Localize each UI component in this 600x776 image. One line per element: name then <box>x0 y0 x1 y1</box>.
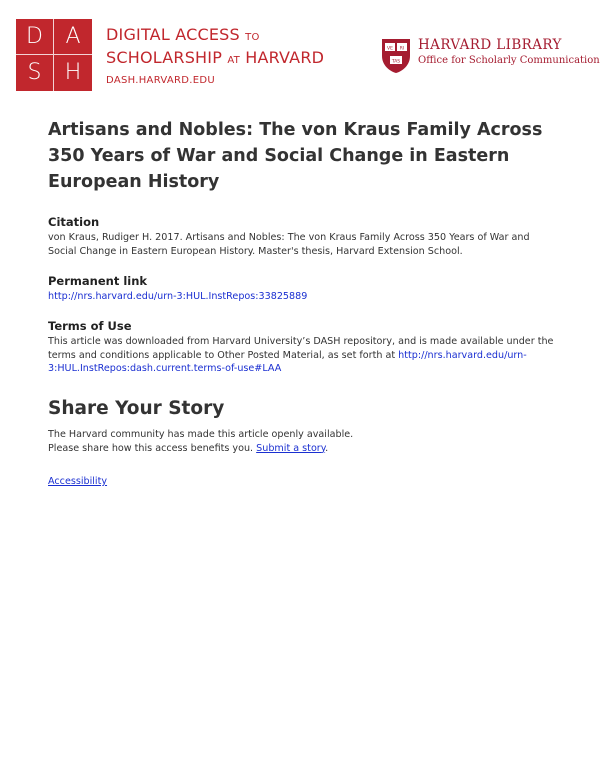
dash-line1-main: DIGITAL ACCESS <box>106 25 240 44</box>
dash-logo-letter: H <box>64 60 82 85</box>
share-body <box>48 428 548 455</box>
dash-logo-letter: A <box>54 19 92 55</box>
terms-paragraph <box>48 335 558 376</box>
accessibility-link[interactable]: Accessibility <box>48 476 108 487</box>
dash-logo-letter: S <box>16 55 54 91</box>
shield-letters-ri: RI <box>399 46 405 52</box>
share-line2-prefix: Please share how this access benefits you. <box>48 442 254 454</box>
dash-line2 <box>106 48 324 71</box>
document-title: Artisans and Nobles: The von Kraus Family Across 350 Years of War and Social Change in Eastern European History <box>48 120 543 192</box>
share-heading: Share Your Story <box>48 398 225 419</box>
share-line2 <box>48 442 548 456</box>
accessibility-container <box>48 476 107 487</box>
dash-url: DASH.HARVARD.EDU <box>106 75 216 86</box>
citation-section <box>48 215 558 258</box>
terms-url[interactable]: http://nrs.harvard.edu/urn-3:HUL.InstRepos:dash.current.terms-of-use#LAA <box>48 349 527 374</box>
share-line1: The Harvard community has made this article openly available. <box>48 429 354 440</box>
terms-section <box>48 319 558 376</box>
terms-text: This article was downloaded from Harvard University’s DASH repository, and is made available under the terms and conditions applicable to Other Posted Material, as set forth at <box>48 336 554 361</box>
dash-line1 <box>106 25 324 48</box>
citation-heading: Citation <box>48 215 100 229</box>
dash-wordmark <box>106 25 324 86</box>
harvard-library-name: HARVARD LIBRARY <box>418 37 562 53</box>
shield-letters-tas: TAS <box>391 59 401 65</box>
dash-line2-small: AT <box>227 55 240 66</box>
dash-logo-letter: D <box>16 19 54 55</box>
share-line2-suffix: . <box>325 442 329 454</box>
permanent-link-url[interactable]: http://nrs.harvard.edu/urn-3:HUL.InstRepos:33825889 <box>48 291 308 302</box>
terms-heading: Terms of Use <box>48 319 132 333</box>
citation-text: von Kraus, Rudiger H. 2017. Artisans and Nobles: The von Kraus Family Across 350 Years of War and Social Change in Eastern European History. Master's thesis, Harvard Extension School. <box>48 232 530 257</box>
submit-story-link[interactable]: Submit a story <box>256 442 326 454</box>
shield-letters-ve: VE <box>387 46 393 52</box>
permanent-link-heading: Permanent link <box>48 274 148 288</box>
dash-line2-main: SCHOLARSHIP <box>106 48 223 67</box>
harvard-shield-icon <box>381 38 411 74</box>
dash-logo <box>16 19 92 91</box>
dash-line2-end: HARVARD <box>245 48 325 67</box>
harvard-library-wordmark <box>418 37 600 66</box>
permanent-link-section <box>48 274 558 304</box>
harvard-library-sub: Office for Scholarly Communication <box>418 55 600 66</box>
dash-line1-small: TO <box>245 32 260 43</box>
